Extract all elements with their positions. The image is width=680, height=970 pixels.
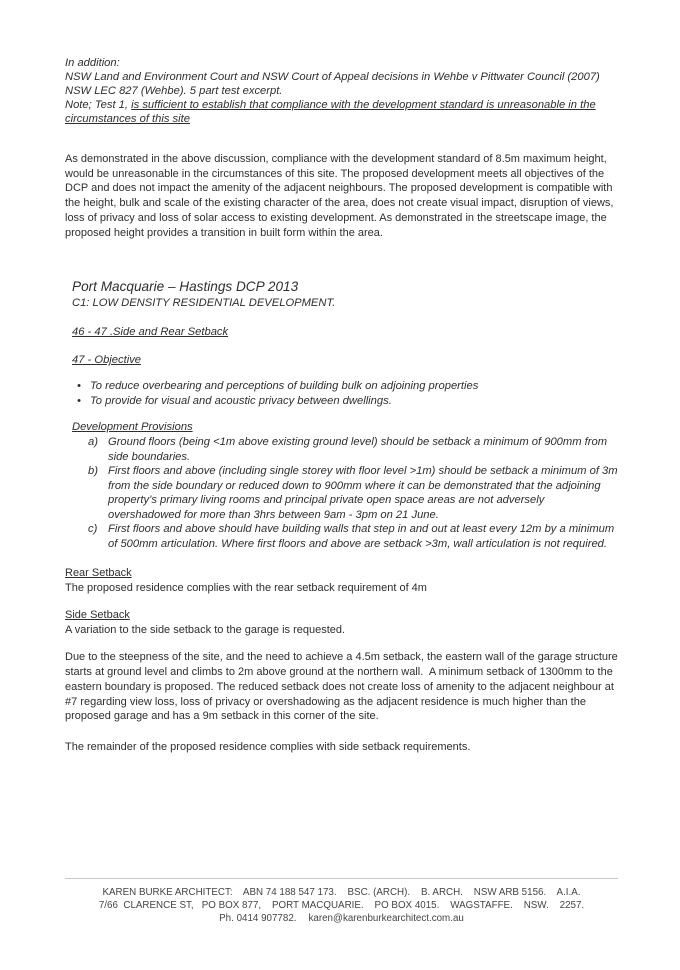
rear-setback-text: The proposed residence complies with the rear setback requirement of 4m (65, 581, 427, 594)
setback-heading-row (72, 325, 620, 339)
development-provisions-heading: Development Provisions (72, 421, 193, 434)
rear-setback-heading: Rear Setback (65, 567, 132, 580)
provisions-heading-row (72, 420, 620, 434)
list-item (72, 379, 620, 394)
side-setback-section (65, 608, 620, 637)
dcp-title: Port Macquarie – Hastings DCP 2013 (72, 279, 299, 295)
document-page (65, 56, 620, 755)
provision-text: First floors and above (including single storey with floor level >1m) should be setback a minimum of 3m from the side boundary or reduced down to 900mm where it can be demonstrated that the adjoining property’s primary living rooms and principal private open space areas are not adversely overshadowed for more than 3hrs between 9am - 3pm on 21 June. (108, 465, 618, 521)
legal-excerpt-block (65, 56, 620, 126)
provision-label: b) (88, 465, 98, 478)
rear-setback-heading-row (65, 566, 620, 581)
note-underlined-text: is sufficient to establish that compliance with the development standard is unreasonable in the circumstances of this site (65, 99, 596, 125)
bullet-icon: • (77, 394, 81, 407)
provisions-list (72, 435, 620, 551)
side-setback-heading-row (65, 608, 620, 623)
dcp-section (65, 277, 620, 551)
objective-heading: 47 - Objective (72, 354, 142, 367)
provision-label: c) (88, 523, 98, 536)
footer-email: karen@karenburkearchitect.com.au (308, 913, 464, 924)
list-item (72, 464, 620, 522)
bullet-icon: • (77, 380, 81, 393)
list-item (72, 394, 620, 409)
footer-line-contact (65, 912, 618, 925)
objective-text: To provide for visual and acoustic privacy between dwellings. (90, 394, 392, 407)
dcp-subtitle: C1: LOW DENSITY RESIDENTIAL DEVELOPMENT. (72, 297, 336, 310)
objective-text: To reduce overbearing and perceptions of building bulk on adjoining properties (90, 380, 479, 393)
side-setback-text: A variation to the side setback to the garage is requested. (65, 623, 346, 636)
side-setback-closing-paragraph: The remainder of the proposed residence complies with side setback requirements. (65, 741, 471, 754)
objectives-list (72, 379, 620, 408)
objective-heading-row (72, 353, 620, 367)
intro-line: NSW Land and Environment Court and NSW Court of Appeal decisions in Wehbe v Pittwater Council (2007) (65, 71, 600, 83)
footer-line-address: 7/66 CLARENCE ST, PO BOX 877, PORT MACQUARIE. PO BOX 4015. WAGSTAFFE. NSW. 2257. (98, 900, 585, 911)
intro-line: NSW LEC 827 (Wehbe). 5 part test excerpt. (65, 85, 283, 97)
provision-label: a) (88, 436, 98, 449)
intro-note (65, 98, 620, 126)
side-rear-setback-heading: 46 - 47 .Side and Rear Setback (72, 326, 229, 339)
side-setback-heading: Side Setback (65, 609, 130, 622)
side-setback-paragraph: Due to the steepness of the site, and the need to achieve a 4.5m setback, the eastern wall of the garage structure starts at ground level and climbs to 2m above ground at the northern wall. A minimum setback of 1300mm to the eastern boundary is proposed. The reduced setback does not create loss of amenity to the adjacent neighbour at #7 regarding view loss, loss of privacy or overshadowing as the adjacent residence is much higher than the proposed garage and has a 9m setback in this corner of the site. (65, 651, 621, 723)
footer (65, 878, 618, 925)
provision-text: Ground floors (being <1m above existing ground level) should be setback a minimum of 900mm from side boundaries. (108, 436, 608, 463)
list-item (72, 522, 620, 551)
provision-text: First floors and above should have building walls that step in and out at least every 12m by a minimum of 500mm articulation. Where first floors and above are setback >3m, wall articulation is not required. (108, 523, 615, 550)
note-prefix: Note; Test 1, (65, 99, 132, 111)
intro-line: In addition: (65, 57, 120, 69)
rear-setback-section (65, 566, 620, 595)
list-item (72, 435, 620, 464)
footer-phone: Ph. 0414 907782. (219, 913, 297, 924)
compliance-paragraph: As demonstrated in the above discussion, compliance with the development standard of 8.5m maximum height, would be unreasonable in the circumstances of this site. The proposed development meets all objectives of the DCP and does not impact the amenity of the adjacent neighbours. The proposed development is compatible with the height, bulk and scale of the existing character of the area, does not create visual impact, disruption of views, loss of privacy and loss of solar access to existing development. As demonstrated in the streetscape image, the proposed height provides a transition in built form within the area. (65, 153, 614, 239)
footer-line-credentials: KAREN BURKE ARCHITECT: ABN 74 188 547 173. BSC. (ARCH). B. ARCH. NSW ARB 5156. A.I.A. (102, 887, 581, 898)
